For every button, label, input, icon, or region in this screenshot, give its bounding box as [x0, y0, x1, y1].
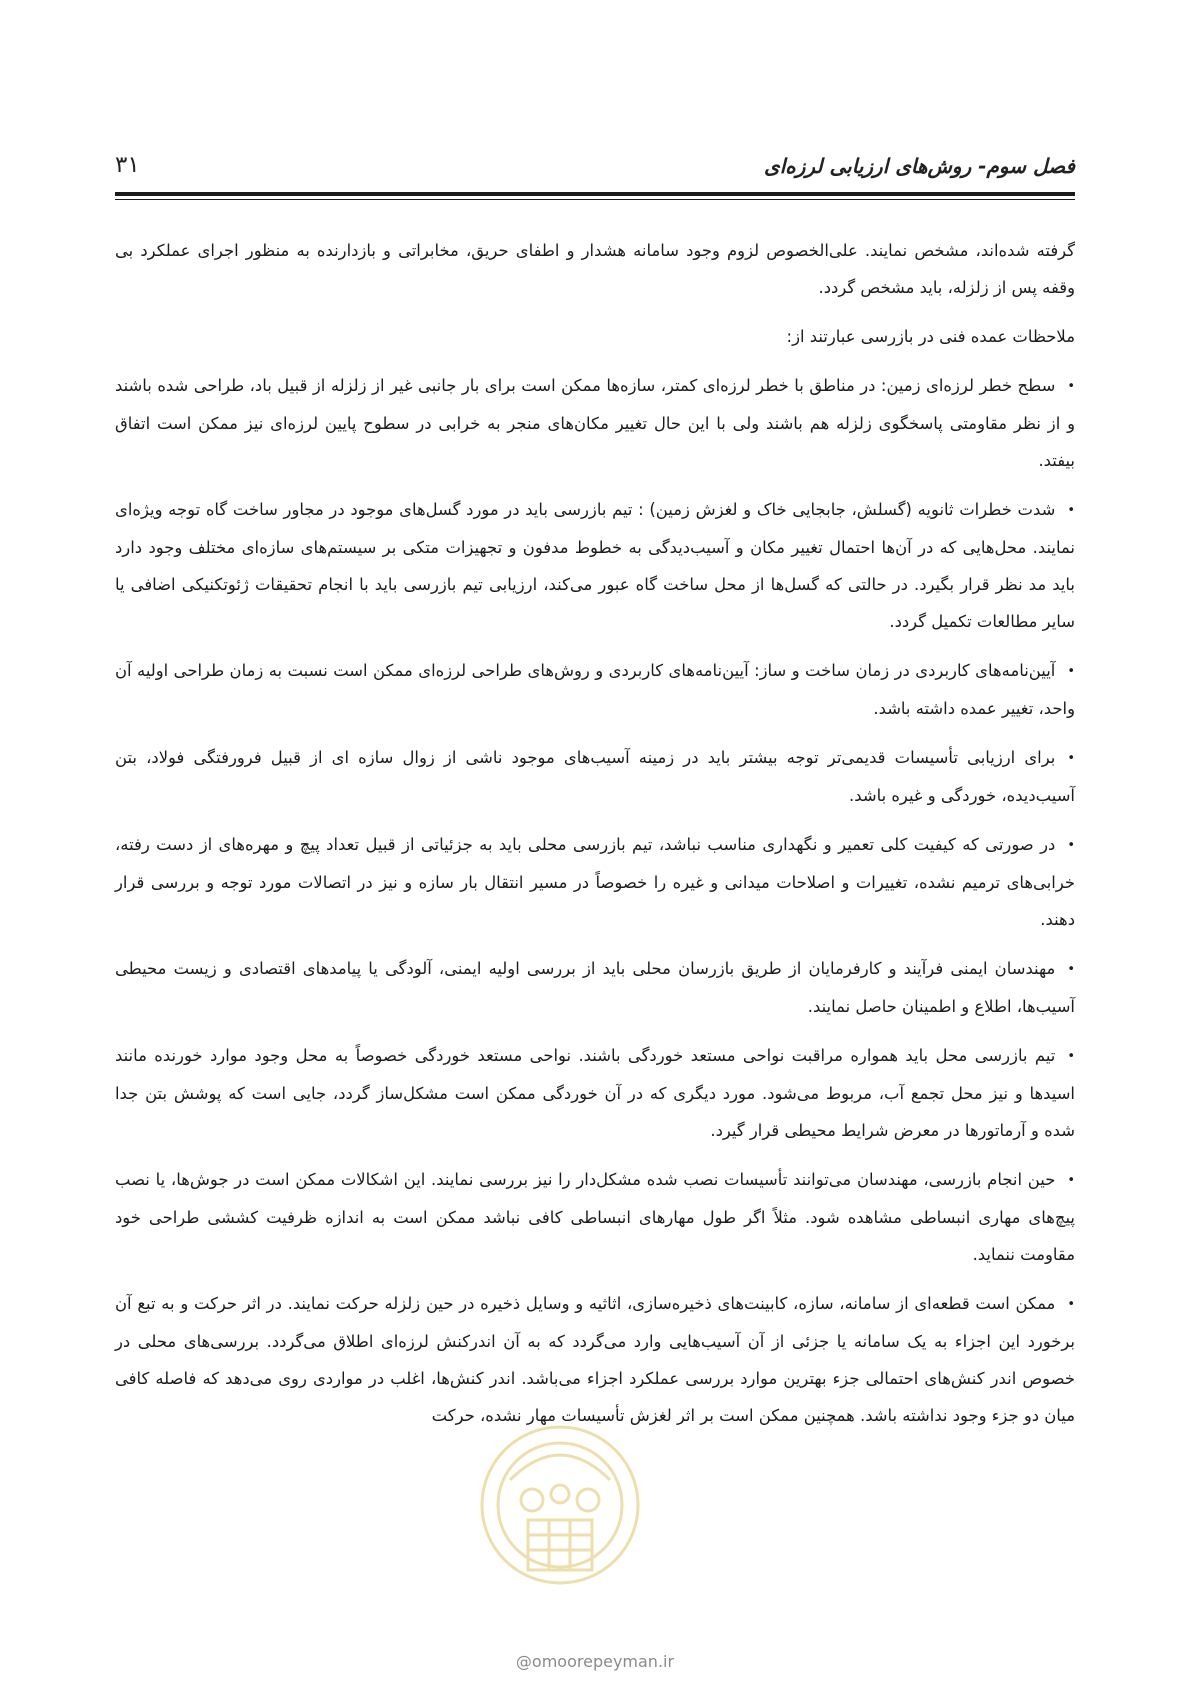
bullet-icon: •	[1067, 1173, 1075, 1188]
paragraph-text: مهندسان ایمنی فرآیند و کارفرمایان از طریق بازرسان محلی باید از بررسی اولیه ایمنی، آلودگی یا پیامدهای اقتصادی و زیست محیطی آسیب‌ها، اطلاع و اطمینان حاصل نمایند.	[115, 959, 1075, 1016]
bullet-paragraph	[115, 950, 1075, 1025]
paragraph-text: برای ارزیابی تأسیسات قدیمی‌تر توجه بیشتر باید در زمینه آسیب‌های موجود ناشی از زوال سازه ای از قبیل فرورفتگی فولاد، بتن آسیب‌دیده، خوردگی و غیره باشد.	[115, 748, 1075, 805]
paragraph-text: ممکن است قطعه‌ای از سامانه، سازه، کابینت‌های ذخیره‌سازی، اثاثیه و وسایل ذخیره در حین زلزله حرکت نمایند. در اثر حرکت و به تبع آن برخورد این اجزاء به یک سامانه یا جزئی از آن آسیب‌هایی وارد می‌گردد که به آن اندرکنش لرزه‌ای اطلاق می‌گردد. بررسی‌های محلی در خصوص اندر کنش‌های احتمالی جزء بهترین موارد بررسی عملکرد اجزاء می‌باشد. اندر کنش‌ها، اغلب در مواردی روی می‌دهد که فاصله کافی میان دو جزء وجود نداشته باشد. همچنین ممکن است بر اثر لغزش تأسیسات مهار نشده، حرکت	[115, 1294, 1075, 1425]
body-paragraph	[115, 318, 1075, 355]
bullet-icon: •	[1067, 1049, 1075, 1064]
paragraph-text: تیم بازرسی محل باید همواره مراقبت نواحی مستعد خوردگی باشند. نواحی مستعد خوردگی خصوصاً به محل وجود موارد خورنده مانند اسیدها و نیز محل تجمع آب، مربوط می‌شود. مورد دیگری که در آن خوردگی ممکن است مشکل‌ساز گردد، جایی است که پوشش بتن جدا شده و آرماتورها در معرض شرایط محیطی قرار گیرد.	[115, 1046, 1075, 1140]
paragraph-text: حین انجام بازرسی، مهندسان می‌توانند تأسیسات نصب شده مشکل‌دار را نیز بررسی نمایند. این اشکالات ممکن است در جوش‌ها، یا نصب پیچ‌های مهاری انبساطی مشاهده شود. مثلاً اگر طول مهارهای انبساطی کافی نباشد ممکن است به اندازه ظرفیت کششی طراحی خود مقاومت ننماید.	[115, 1170, 1075, 1264]
bullet-paragraph	[115, 739, 1075, 814]
paragraph-text: در صورتی که کیفیت کلی تعمیر و نگهداری مناسب نباشد، تیم بازرسی محلی باید به جزئیاتی از قبیل تعداد پیچ و مهره‌های از دست رفته، خرابی‌های ترمیم نشده، تغییرات و اصلاحات میدانی و غیره را خصوصاً در مسیر انتقال بار سازه و نیز در اتصالات مورد توجه و بررسی قرار دهند.	[115, 835, 1075, 929]
bullet-icon: •	[1067, 664, 1075, 679]
header-rule-thin	[115, 199, 1075, 200]
bullet-icon: •	[1067, 1297, 1075, 1312]
page-number: ۳۱	[115, 152, 140, 178]
paragraph-text: آیین‌نامه‌های کاربردی در زمان ساخت و ساز: آیین‌نامه‌های کاربردی و روش‌های طراحی لرزه‌ای ممکن است نسبت به زمان طراحی اولیه آن واحد، تغییر عمده داشته باشد.	[115, 661, 1075, 718]
watermark-emblem-icon	[470, 1410, 650, 1600]
bullet-icon: •	[1067, 838, 1075, 853]
chapter-title: فصل سوم- روش‌های ارزیابی لرزه‌ای	[764, 154, 1075, 178]
body-paragraph	[115, 232, 1075, 306]
bullet-paragraph	[115, 652, 1075, 727]
bullet-paragraph	[115, 826, 1075, 938]
bullet-paragraph	[115, 367, 1075, 479]
bullet-icon: •	[1067, 503, 1075, 518]
watermark-site-text: @omoorepeyman.ir	[515, 1652, 675, 1671]
bullet-paragraph	[115, 1037, 1075, 1149]
paragraph-text: ملاحظات عمده فنی در بازرسی عبارتند از:	[786, 327, 1075, 346]
bullet-icon: •	[1067, 751, 1075, 766]
bullet-paragraph	[115, 491, 1075, 640]
paragraph-text: گرفته شده‌اند، مشخص نمایند. علی‌الخصوص لزوم وجود سامانه هشدار و اطفای حریق، مخابراتی و بازدارنده به منظور اجرای عملکرد بی وقفه پس از زلزله، باید مشخص گردد.	[115, 241, 1075, 297]
body-text	[115, 232, 1075, 1446]
bullet-icon: •	[1067, 962, 1075, 977]
header-rule-thick	[115, 192, 1075, 196]
paragraph-text: سطح خطر لرزه‌ای زمین: در مناطق با خطر لرزه‌ای کمتر، سازه‌ها ممکن است برای بار جانبی غیر از زلزله از قبیل باد، طراحی شده باشند و از نظر مقاومتی پاسخگوی زلزله هم باشند ولی با این حال تغییر مکان‌های منجر به خرابی در سطوح پایین لرزه‌ای نیز ممکن است اتفاق بیفتد.	[115, 376, 1075, 470]
paragraph-text: شدت خطرات ثانویه (گسلش، جابجایی خاک و لغزش زمین) : تیم بازرسی باید در مورد گسل‌های موجود در مجاور ساخت گاه توجه ویژه‌ای نمایند. محل‌هایی که در آن‌ها احتمال تغییر مکان و آسیب‌دیدگی به خطوط مدفون و تجهیزات متکی بر سیستم‌های سازه‌ای مختلف وجود دارد باید مد نظر قرار بگیرد. در حالتی که گسل‌ها از محل ساخت گاه عبور می‌کند، ارزیابی تیم بازرسی باید با انجام تحقیقات ژئوتکنیکی اضافی یا سایر مطالعات تکمیل گردد.	[115, 500, 1075, 631]
running-header	[115, 146, 1075, 186]
bullet-paragraph	[115, 1161, 1075, 1273]
bullet-icon: •	[1067, 379, 1075, 394]
